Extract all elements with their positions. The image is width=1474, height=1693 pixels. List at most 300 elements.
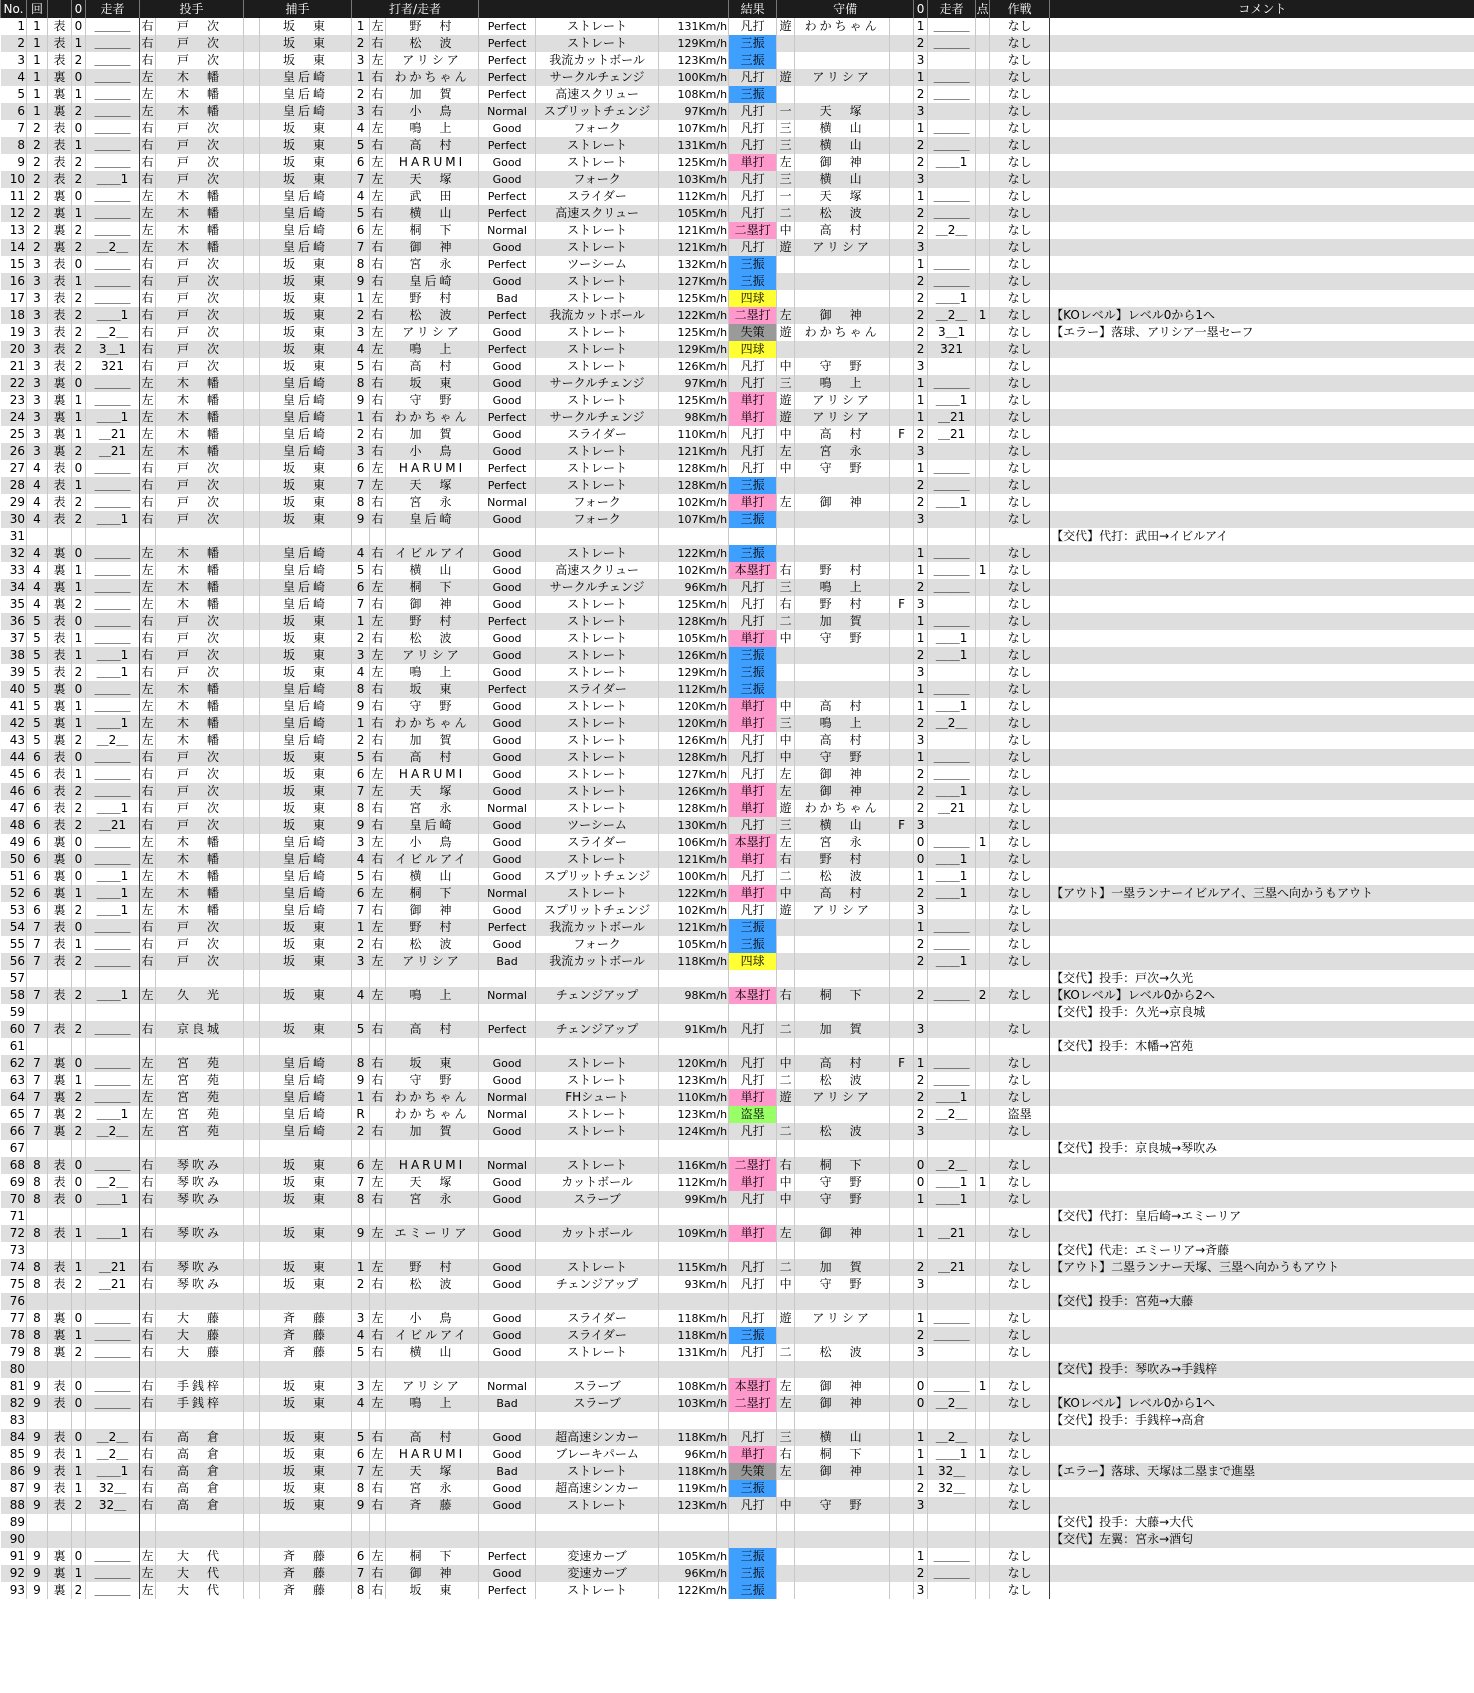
cell-comment[interactable] [1050,817,1474,834]
cell-batter[interactable]: HARUMI [386,154,479,171]
cell-runs[interactable] [976,851,990,868]
cell-order[interactable]: 4 [352,120,370,137]
cell-strategy[interactable]: なし [990,409,1050,426]
cell-result[interactable]: 本塁打 [729,562,777,579]
cell-condition[interactable]: Good [479,1259,536,1276]
table-row[interactable] [1,1344,1474,1361]
cell-condition[interactable]: Perfect [479,18,536,35]
cell-field-pos[interactable] [777,1361,795,1378]
cell-no[interactable]: 56 [1,953,27,970]
cell-batter[interactable]: 守 野 [386,698,479,715]
cell-order[interactable]: 1 [352,18,370,35]
cell-result[interactable]: 凡打 [729,1191,777,1208]
cell-condition[interactable]: Bad [479,290,536,307]
cell-runners-after[interactable]: ＿＿＿ [928,1055,976,1072]
cell-strategy[interactable]: なし [990,188,1050,205]
cell-batter-hand[interactable]: 右 [371,1022,384,1036]
cell-comment[interactable] [1050,800,1474,817]
header-runs[interactable]: 点 [976,0,990,18]
cell-catcher-hand[interactable] [244,409,260,426]
cell-batter[interactable]: 横 山 [386,562,479,579]
cell-outs-after[interactable]: 1 [914,681,928,698]
cell-batter-hand[interactable]: 左 [371,155,384,169]
cell-result[interactable]: 凡打 [729,596,777,613]
cell-comment[interactable] [1050,698,1474,715]
cell-flag[interactable] [890,1208,914,1225]
cell-runners-after[interactable] [928,52,976,69]
cell-batter-hand[interactable]: 右 [371,1481,384,1495]
cell-speed[interactable]: 122Km/h [659,307,729,324]
cell-inning[interactable]: 7 [27,1072,48,1089]
cell-strategy[interactable]: なし [990,1276,1050,1293]
cell-outs[interactable]: 1 [72,392,86,409]
cell-runners-after[interactable]: ＿＿1 [928,1089,976,1106]
cell-runners-after[interactable] [928,817,976,834]
cell-runners-after[interactable] [928,732,976,749]
cell-comment[interactable] [1050,154,1474,171]
cell-no[interactable]: 26 [1,443,27,460]
cell-fielder[interactable]: 高 村 [795,426,890,443]
cell-runners-after[interactable]: ＿＿＿ [928,273,976,290]
cell-half[interactable]: 裏 [48,103,72,120]
cell-speed[interactable]: 127Km/h [659,273,729,290]
cell-field-pos[interactable]: 三 [777,817,795,834]
cell-pitcher-hand[interactable]: 右 [141,614,154,628]
cell-runs[interactable] [976,69,990,86]
cell-outs[interactable]: 2 [72,324,86,341]
cell-comment[interactable] [1050,1429,1474,1446]
cell-fielder[interactable]: 守 野 [795,1276,890,1293]
cell-flag[interactable] [890,52,914,69]
cell-outs-after[interactable]: 0 [914,1174,928,1191]
cell-field-pos[interactable] [777,681,795,698]
cell-comment[interactable]: 【交代】投手：大藤→大代 [1050,1514,1474,1531]
cell-pitch-type[interactable]: 高速スクリュー [536,86,659,103]
cell-runs[interactable] [976,1497,990,1514]
table-row[interactable] [1,681,1474,698]
cell-runners[interactable]: ＿＿＿ [86,851,140,868]
cell-runners[interactable]: ＿21 [86,443,140,460]
cell-outs-after[interactable]: 2 [914,579,928,596]
cell-fielder[interactable]: 横 山 [795,171,890,188]
cell-outs-after[interactable]: 0 [914,834,928,851]
cell-flag[interactable] [890,698,914,715]
cell-runners[interactable]: ＿＿＿ [86,273,140,290]
cell-batter[interactable]: 加 賀 [386,732,479,749]
cell-batter[interactable] [386,1531,479,1548]
cell-batter[interactable]: 桐 下 [386,222,479,239]
cell-result[interactable] [729,970,777,987]
table-row[interactable] [1,409,1474,426]
cell-catcher[interactable]: 皇后崎 [260,103,352,120]
cell-result[interactable]: 本塁打 [729,1378,777,1395]
table-row[interactable] [1,1531,1474,1548]
cell-outs-after[interactable]: 3 [914,817,928,834]
cell-condition[interactable]: Good [479,749,536,766]
cell-outs[interactable]: 2 [72,52,86,69]
cell-inning[interactable]: 4 [27,596,48,613]
cell-pitch-type[interactable]: スライダー [536,1327,659,1344]
cell-catcher[interactable] [260,1514,352,1531]
cell-runners[interactable]: ＿2＿ [86,1446,140,1463]
cell-field-pos[interactable]: 左 [777,1395,795,1412]
cell-speed[interactable]: 130Km/h [659,817,729,834]
cell-comment[interactable] [1050,18,1474,35]
cell-catcher-hand[interactable] [244,273,260,290]
cell-no[interactable]: 17 [1,290,27,307]
cell-pitcher[interactable]: 戸 次 [156,358,244,375]
cell-pitch-type[interactable]: ストレート [536,1055,659,1072]
cell-catcher[interactable]: 坂 東 [260,307,352,324]
cell-inning[interactable] [27,1038,48,1055]
cell-field-pos[interactable]: 中 [777,222,795,239]
cell-comment[interactable]: 【KOレベル】レベル0から1へ [1050,1395,1474,1412]
cell-runs[interactable] [976,936,990,953]
cell-no[interactable]: 3 [1,52,27,69]
cell-condition[interactable] [479,1004,536,1021]
cell-strategy[interactable]: なし [990,885,1050,902]
cell-runners[interactable]: ＿21 [86,817,140,834]
cell-flag[interactable] [890,1293,914,1310]
cell-speed[interactable] [659,1514,729,1531]
cell-runners[interactable]: ＿21 [86,1276,140,1293]
cell-no[interactable]: 11 [1,188,27,205]
cell-catcher-hand[interactable] [244,137,260,154]
table-row[interactable] [1,1497,1474,1514]
cell-inning[interactable]: 6 [27,783,48,800]
cell-pitcher-hand[interactable]: 左 [141,1566,154,1580]
cell-inning[interactable]: 7 [27,936,48,953]
cell-catcher-hand[interactable] [244,766,260,783]
cell-speed[interactable]: 115Km/h [659,1259,729,1276]
cell-fielder[interactable]: 松 波 [795,1123,890,1140]
cell-pitcher-hand[interactable]: 左 [141,869,154,883]
cell-pitcher[interactable]: 宮 苑 [156,1055,244,1072]
cell-pitcher[interactable]: 木 幡 [156,188,244,205]
cell-flag[interactable] [890,1140,914,1157]
cell-flag[interactable] [890,1565,914,1582]
cell-runners[interactable]: 3＿1 [86,341,140,358]
cell-no[interactable]: 28 [1,477,27,494]
cell-half[interactable]: 表 [48,1497,72,1514]
cell-runners[interactable]: ＿＿＿ [86,562,140,579]
table-row[interactable] [1,562,1474,579]
cell-catcher[interactable]: 皇后崎 [260,392,352,409]
cell-runs[interactable] [976,1259,990,1276]
cell-field-pos[interactable]: 三 [777,579,795,596]
cell-pitcher-hand[interactable]: 左 [141,852,154,866]
cell-runs[interactable]: 1 [976,562,990,579]
cell-catcher[interactable]: 斉 藤 [260,1582,352,1599]
cell-inning[interactable] [27,1242,48,1259]
cell-pitcher[interactable]: 戸 次 [156,647,244,664]
cell-catcher-hand[interactable] [244,579,260,596]
cell-flag[interactable] [890,324,914,341]
cell-runners[interactable]: ＿＿＿ [86,596,140,613]
cell-pitch-type[interactable] [536,1038,659,1055]
cell-batter-hand[interactable]: 左 [371,614,384,628]
cell-order[interactable]: 2 [352,1276,370,1293]
cell-runs[interactable] [976,1480,990,1497]
cell-pitch-type[interactable]: ツーシーム [536,256,659,273]
cell-strategy[interactable]: なし [990,35,1050,52]
cell-pitch-type[interactable] [536,1140,659,1157]
cell-catcher[interactable]: 坂 東 [260,1480,352,1497]
cell-no[interactable]: 52 [1,885,27,902]
cell-condition[interactable]: Good [479,1174,536,1191]
cell-comment[interactable] [1050,137,1474,154]
cell-pitcher-hand[interactable]: 左 [141,699,154,713]
cell-catcher[interactable]: 坂 東 [260,664,352,681]
cell-strategy[interactable]: なし [990,307,1050,324]
cell-fielder[interactable]: 松 波 [795,868,890,885]
cell-runners-after[interactable] [928,511,976,528]
cell-field-pos[interactable] [777,936,795,953]
cell-batter[interactable]: 桐 下 [386,579,479,596]
cell-catcher[interactable]: 皇后崎 [260,1055,352,1072]
cell-runners[interactable]: ＿＿1 [86,800,140,817]
cell-result[interactable] [729,1531,777,1548]
cell-outs[interactable]: 1 [72,936,86,953]
cell-pitcher[interactable]: 大 代 [156,1565,244,1582]
cell-pitch-type[interactable]: 我流カットボール [536,953,659,970]
cell-pitch-type[interactable]: スラーブ [536,1378,659,1395]
cell-pitch-type[interactable]: 超高速シンカー [536,1429,659,1446]
cell-speed[interactable]: 126Km/h [659,358,729,375]
cell-strategy[interactable]: なし [990,749,1050,766]
cell-catcher-hand[interactable] [244,1548,260,1565]
cell-half[interactable]: 表 [48,137,72,154]
cell-catcher-hand[interactable] [244,1463,260,1480]
cell-inning[interactable]: 9 [27,1378,48,1395]
cell-inning[interactable]: 2 [27,171,48,188]
cell-outs-after[interactable]: 1 [914,1191,928,1208]
cell-outs-after[interactable]: 3 [914,1582,928,1599]
cell-order[interactable]: 1 [352,613,370,630]
cell-inning[interactable]: 3 [27,443,48,460]
cell-flag[interactable]: F [890,596,914,613]
cell-runs[interactable] [976,273,990,290]
cell-result[interactable] [729,1293,777,1310]
cell-runners-after[interactable] [928,528,976,545]
cell-field-pos[interactable] [777,273,795,290]
cell-pitcher-hand[interactable]: 右 [141,1260,154,1274]
cell-outs-after[interactable]: 2 [914,307,928,324]
cell-outs[interactable] [72,1004,86,1021]
cell-pitcher[interactable]: 宮 苑 [156,1123,244,1140]
cell-runners-after[interactable] [928,1038,976,1055]
cell-batter-hand[interactable] [370,1361,386,1378]
cell-batter[interactable]: 小 鳥 [386,103,479,120]
cell-order[interactable]: 9 [352,273,370,290]
cell-comment[interactable] [1050,545,1474,562]
cell-condition[interactable]: Good [479,1480,536,1497]
cell-result[interactable]: 本塁打 [729,834,777,851]
cell-batter-hand[interactable]: 右 [371,903,384,917]
cell-runners-after[interactable]: ＿21 [928,800,976,817]
cell-speed[interactable]: 125Km/h [659,154,729,171]
cell-pitch-type[interactable]: チェンジアップ [536,1021,659,1038]
cell-runners-after[interactable] [928,1140,976,1157]
cell-strategy[interactable]: なし [990,783,1050,800]
cell-pitcher-hand[interactable] [140,970,156,987]
cell-strategy[interactable]: なし [990,239,1050,256]
cell-speed[interactable]: 119Km/h [659,1480,729,1497]
cell-order[interactable]: 9 [352,1225,370,1242]
cell-flag[interactable] [890,1361,914,1378]
cell-catcher-hand[interactable] [244,103,260,120]
cell-runs[interactable] [976,647,990,664]
cell-inning[interactable]: 2 [27,120,48,137]
cell-half[interactable] [48,1293,72,1310]
cell-flag[interactable] [890,1004,914,1021]
cell-outs[interactable]: 0 [72,256,86,273]
cell-half[interactable] [48,970,72,987]
table-row[interactable] [1,630,1474,647]
cell-runners-after[interactable]: ＿＿＿ [928,375,976,392]
cell-pitcher-hand[interactable]: 右 [141,1226,154,1240]
cell-catcher-hand[interactable] [244,18,260,35]
cell-field-pos[interactable]: 中 [777,630,795,647]
cell-batter-hand[interactable] [370,1412,386,1429]
cell-runs[interactable] [976,239,990,256]
cell-no[interactable]: 57 [1,970,27,987]
cell-runs[interactable] [976,171,990,188]
cell-outs-after[interactable]: 2 [914,1106,928,1123]
cell-speed[interactable]: 125Km/h [659,290,729,307]
cell-pitcher[interactable] [156,1004,244,1021]
cell-order[interactable]: 5 [352,1344,370,1361]
cell-strategy[interactable]: なし [990,426,1050,443]
table-row[interactable] [1,1480,1474,1497]
cell-pitch-type[interactable]: スライダー [536,681,659,698]
cell-runners-after[interactable] [928,1361,976,1378]
cell-result[interactable]: 凡打 [729,868,777,885]
cell-runners[interactable]: ＿2＿ [86,1174,140,1191]
cell-field-pos[interactable]: 三 [777,137,795,154]
cell-pitcher-hand[interactable]: 右 [141,665,154,679]
cell-runners[interactable]: ＿21 [86,1259,140,1276]
cell-result[interactable]: 三振 [729,273,777,290]
cell-flag[interactable] [890,1446,914,1463]
table-row[interactable] [1,1038,1474,1055]
cell-runs[interactable] [976,630,990,647]
cell-result[interactable]: 四球 [729,953,777,970]
table-row[interactable] [1,528,1474,545]
cell-inning[interactable]: 9 [27,1429,48,1446]
cell-outs-after[interactable]: 3 [914,171,928,188]
header-half[interactable] [48,0,72,18]
cell-fielder[interactable]: 宮 永 [795,443,890,460]
cell-no[interactable]: 71 [1,1208,27,1225]
cell-result[interactable]: 凡打 [729,358,777,375]
table-row[interactable] [1,613,1474,630]
cell-batter-hand[interactable]: 左 [371,1260,384,1274]
cell-pitcher[interactable]: 戸 次 [156,477,244,494]
cell-outs[interactable]: 2 [72,1276,86,1293]
cell-outs[interactable]: 2 [72,222,86,239]
cell-batter[interactable]: 宮 永 [386,494,479,511]
cell-runners-after[interactable]: ＿＿1 [928,154,976,171]
cell-half[interactable]: 裏 [48,885,72,902]
cell-comment[interactable] [1050,239,1474,256]
cell-comment[interactable] [1050,477,1474,494]
cell-half[interactable]: 表 [48,664,72,681]
cell-no[interactable]: 83 [1,1412,27,1429]
cell-field-pos[interactable]: 左 [777,154,795,171]
cell-half[interactable]: 表 [48,919,72,936]
cell-catcher-hand[interactable] [244,953,260,970]
cell-condition[interactable]: Normal [479,885,536,902]
cell-batter-hand[interactable] [370,528,386,545]
cell-half[interactable]: 裏 [48,902,72,919]
cell-flag[interactable] [890,358,914,375]
cell-fielder[interactable]: 加 賀 [795,613,890,630]
cell-runners[interactable]: ＿＿＿ [86,205,140,222]
cell-runs[interactable] [976,290,990,307]
cell-pitcher-hand[interactable]: 左 [141,376,154,390]
cell-runners[interactable]: ＿＿1 [86,171,140,188]
cell-catcher-hand[interactable] [244,919,260,936]
cell-outs-after[interactable] [914,1038,928,1055]
cell-order[interactable] [352,1038,370,1055]
cell-pitcher[interactable]: 木 幡 [156,103,244,120]
cell-batter[interactable]: アリシア [386,953,479,970]
cell-inning[interactable]: 8 [27,1157,48,1174]
cell-catcher[interactable] [260,1208,352,1225]
cell-speed[interactable]: 109Km/h [659,1225,729,1242]
cell-field-pos[interactable]: 中 [777,885,795,902]
cell-runners-after[interactable] [928,443,976,460]
cell-comment[interactable] [1050,1174,1474,1191]
cell-catcher[interactable]: 皇后崎 [260,902,352,919]
cell-runners-after[interactable]: ＿＿＿ [928,1565,976,1582]
cell-result[interactable]: 凡打 [729,103,777,120]
cell-pitch-type[interactable]: ストレート [536,749,659,766]
cell-catcher-hand[interactable] [244,52,260,69]
header-runners[interactable]: 走者 [86,0,140,18]
cell-pitch-type[interactable]: ストレート [536,341,659,358]
cell-runners-after[interactable] [928,1514,976,1531]
cell-catcher-hand[interactable] [244,851,260,868]
cell-catcher[interactable]: 坂 東 [260,256,352,273]
cell-catcher-hand[interactable] [244,256,260,273]
cell-no[interactable]: 8 [1,137,27,154]
cell-no[interactable]: 10 [1,171,27,188]
cell-no[interactable]: 60 [1,1021,27,1038]
cell-fielder[interactable]: アリシア [795,69,890,86]
cell-condition[interactable] [479,1361,536,1378]
cell-catcher[interactable] [260,1140,352,1157]
cell-outs[interactable]: 1 [72,137,86,154]
cell-pitcher[interactable]: 宮 苑 [156,1072,244,1089]
cell-order[interactable]: 3 [352,1310,370,1327]
cell-result[interactable]: 凡打 [729,1072,777,1089]
cell-fielder[interactable] [795,1140,890,1157]
cell-no[interactable]: 31 [1,528,27,545]
cell-order[interactable]: 9 [352,698,370,715]
cell-strategy[interactable]: なし [990,1395,1050,1412]
cell-flag[interactable]: F [890,426,914,443]
table-row[interactable] [1,1548,1474,1565]
cell-fielder[interactable]: 加 賀 [795,1021,890,1038]
cell-outs[interactable]: 0 [72,375,86,392]
cell-comment[interactable] [1050,1157,1474,1174]
cell-order[interactable]: 4 [352,1395,370,1412]
cell-pitcher-hand[interactable]: 左 [141,716,154,730]
table-row[interactable] [1,1089,1474,1106]
cell-batter-hand[interactable]: 左 [371,1311,384,1325]
